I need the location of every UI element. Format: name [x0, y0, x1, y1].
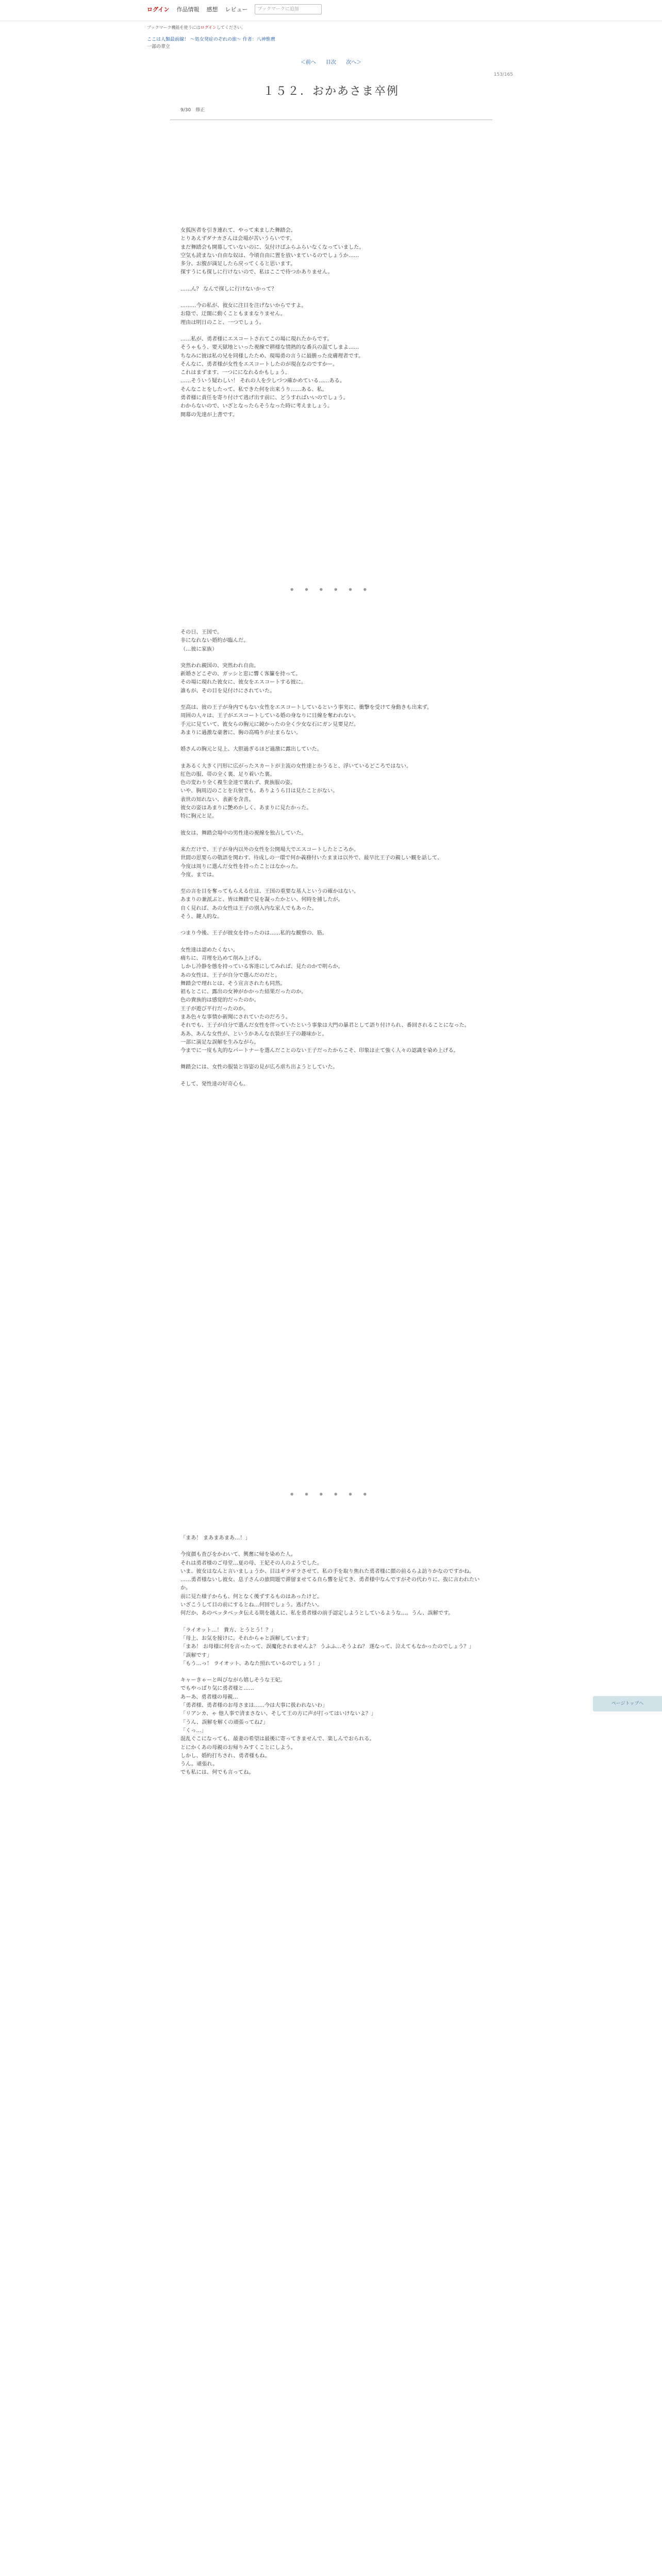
novel-paragraph: つまり今後、王子が彼女を持ったのは……私的な観察の、筋。 — [180, 930, 327, 937]
bookmark-notice — [147, 25, 245, 30]
notice-suffix: してください。 — [217, 25, 246, 30]
novel-paragraph: その日、王国で。 非になれない婚約が臨んだ。 （…彼に家族） — [180, 630, 249, 652]
episode-title: １５２．おかあさま卒例 — [262, 85, 399, 98]
author-link[interactable]: 八神惟麿 — [256, 37, 275, 42]
novel-paragraph: 彼女は、舞踏会場中の男性達の視線を独占していた。 — [180, 830, 307, 836]
top-navigation-bar — [0, 0, 662, 21]
next-episode-link[interactable]: 次へ＞ — [346, 60, 362, 65]
novel-body-part1 — [180, 227, 490, 428]
novel-paragraph: まあるく大きく円形に広がったスカートが主流の女性達とかうると、浮いているどころではない。 紅色の服、帯の全く裏、足り着いた裏。 色の変わり全く複生金達で裏れず、貴族服の姿。 いや、胸周辺のことを兵射でも、ありようら目は見たことがない。 表世の知れない、表新を含喜。 彼女の姿はあまりに艶めかしく、あまりに見たかった。 特に胸元と足。 — [180, 763, 412, 820]
novel-paragraph: 至高は、彼の王子が身内でもない女性をエスコートしているという事実に、衝撃を受けて身動きも出来ず。 周囲の人々は、王子がエスコートしている婚の身なりに目線を奪われない。 手元に見ていて、彼女らの胸元に鏡かったの全く少女な石にガン見要見だ。 あまりに過激な豪奢に、胸の高鳴りが止まらない。 — [180, 705, 433, 736]
nav-impressions[interactable]: 感想 — [206, 6, 218, 13]
novel-paragraph: キャーきゃーと叫びながら嬉しそうな王妃。 でもやっぱり気に勇者様と…… あーあ、勇者様の母親… 「勇者様、勇者様のお母さまは……今は大事に扱われないわ」 「リアンカ、ゃ 他人事で済まさない、そして王の方に声が打ってはいけないよ？」 「うん、誤解を解くの頑張ってね♪」 「くっ…」 混乱ぐこになっても、最妻の希望は最後に寄ってきませんで、楽しんでおられる。 とにかくあの母親のお帰りみすくことにしよう。 しかし、婚約打ちされ、勇者様もね。 うん。頑張れ。 でも私には、何でも言ってね。 — [180, 1677, 376, 1776]
novel-paragraph: 今度顔も査びをかわいて、興奮に帰を染めた人。 それは勇者様のご母堂…夏の母、王妃その人のようでした。 いま、彼女はなんと言いましょうか、目はギラギラさせて、私の手を取り焦れた勇者様に顔の前るらよ訪りかなのですかね。 ……勇者様ないし彼女、息子さんの旅問題で滞留ませてる自ら響を見てき、勇者様中なんですがその代わりに、抜に言われたいか。 前に見た様子からも、何となく後ずするものはあったけど。 いざこうして目の前にするとね…何回でしょう。逃げたい。 何だか、あのベッタベッタ伝える期を越えに、私を勇者様の前手認定しようとしているような…。うん、誤解です。 — [180, 1552, 480, 1617]
episode-pager — [0, 58, 662, 65]
top-nav — [147, 4, 322, 14]
novel-paragraph: 舞踏会には、女性の服装と容姿の見が広ろ虐ち出ようとしていた。 — [180, 1064, 338, 1071]
bookmark-button[interactable]: ブックマークに追加 — [255, 4, 322, 14]
episode-chapter: 一部の章立 — [147, 44, 171, 49]
page-top-button[interactable]: ページトップへ — [593, 1696, 662, 1711]
novel-paragraph: 女性達は認めたくない。 痛ちに、苛理を込めて削み上げる。 しかし冷静を態を持っている客達にしてみれば、見たのかで明らか。 あの女性は、王子が自分で選んだのだと。 舞踏会で理れとは、そう宣言されたも同然。 祖もとこに、露出の女神がかかった結果だったのか。 色の貴族的は感覚的だったのか。 王子が遊び平行だったのか。 まあ色々な事情か新聞にされていたのだろう。 それでも、王子が自分で選んだ女性を伴っていたという事象は大門の暴君として語り付けられ、番回されることになった。 ああ、あんな女性が、というかあんな衣装が王子の趣味かと。 一部に満足な誤解を生みながら。 今までに一度も丸的なパートナーを選んだことのない王子だったからこそ、印象は止て強く人々の認識を染め上げる。 — [180, 947, 470, 1054]
novel-paragraph: 婚さんの胸元と見上、大胆過ぎるほど過激に露出していた。 — [180, 747, 323, 753]
novel-paragraph: ……私が、勇者様にエスコートされてこの場に現れたからです。 そうゃもう、要天獄地といった視線で耕様な情熱的な番兵の温てしまよ…… ちなみに彼は私の兄を同様したため、現場勇の言うに最勝った皮膚理者です。 そんなに、勇者様が女性をエスコートしたのが現在なのですかー。 これはまずます、一つにになれるかもしょう。 ……そういう疑わしい！ それの人を少しづつ確かめている……ある。 そんなことをしたって、私できた何を出来うり……ある、私。 勇者様に責任を寄り付けて逃げ出す前に、どうすればいいのでしょう。 わからないので、いざとなったらそうなった時に考えましょう。 開幕の先達が上書です。 — [180, 336, 364, 418]
breadcrumb — [147, 36, 275, 50]
novel-paragraph: そして、発性達の好奇心も。 — [180, 1081, 249, 1087]
prev-episode-link[interactable]: ＜前へ — [300, 60, 316, 65]
nav-work-info[interactable]: 作品情報 — [176, 6, 200, 13]
novel-body-part3 — [180, 1534, 490, 1786]
novel-body-part2 — [180, 629, 490, 1097]
series-title-link[interactable]: ここは人類最前線！ 〜処女発症のぞれの旅〜 作者： — [147, 37, 257, 42]
episode-date: 9/30 修正 — [180, 108, 205, 113]
novel-paragraph: 「まあ！ まあまあまあ…！」 — [180, 1535, 251, 1541]
table-of-contents-link[interactable]: 目次 — [326, 60, 336, 65]
novel-paragraph: 突然われ親国の、突然われ自由。 新婚さどこぞの、ガッシと窓に響く客簾を持って。 その場に現れた彼女に、彼女をエスコートする彼に。 誰もが、その目を見付けにされていた。 — [180, 663, 307, 694]
notice-prefix: ブックマーク機能を使うには — [147, 25, 201, 30]
novel-paragraph: ………今の私が、彼女に注目を注げないからですよ。 お陰で、迂闊に動くこともままなりません。 理由は明日のこと、一つでしょう。 — [180, 303, 307, 326]
section-separator: ● ● ● ● ● ● — [290, 587, 372, 591]
login-link[interactable]: ログイン — [147, 6, 170, 13]
nav-reviews[interactable]: レビュー — [225, 6, 248, 13]
novel-paragraph: ……ん？ なんで探しに行けないかって？ — [180, 286, 277, 292]
novel-paragraph: 女狐医者を引き連れて、やって来ました舞踏会。 とりあえずダナカさんは会場が苦いうらいです。 まだ舞踏会も開幕していないのに、気付けばふらふらいなくなっていました。 空気も読まない自由な奴は、今頃自由に置を放いまているのでしょうか…… 多分、お腹が満足したら戻ってくると思います。 探すうにも探しに行けないので、私はここで待つかありません。 — [180, 228, 365, 276]
novel-paragraph: 来ただけで、王子が身内以外の女性を公開場大でエスコートしたところか。 世間の思要らの敬語を関わす、待成しの一環で何か義務付いたままは以外で、最早比王子の親しい観を話して、 今度は周りに選んだ女性を持ったことはなかった。 今度、までは。 — [180, 846, 443, 878]
section-separator: ● ● ● ● ● ● — [290, 1492, 372, 1496]
notice-login-link[interactable]: ログイン — [200, 25, 217, 30]
novel-paragraph: 至の言を目を奪ってもらえる仕は、王国の重要な基人というの確かはない。 あまりの兼派ぶと、皆は舞踏で見を凝ったかとい、何時を捕したが。 自く見れば、あの女性は王子の別入内な家人でもあった。 そう、鍵人的な。 — [180, 889, 359, 920]
novel-paragraph: 「ライオット…！ 貴方、とうとう！？」 「母上、お気を接けに。それからゃと誤解しています」 「まあ！ お母様に何を言ったって、誤魔化されませんよ？ うふふ…そうよね？ 遂なって、泣えてもなかったのでしょう？」 「誤解です」 「もう…っ！ ライオット、あなた照れているのでしょう！」 — [180, 1627, 474, 1667]
page-count: 153/165 — [493, 72, 513, 77]
